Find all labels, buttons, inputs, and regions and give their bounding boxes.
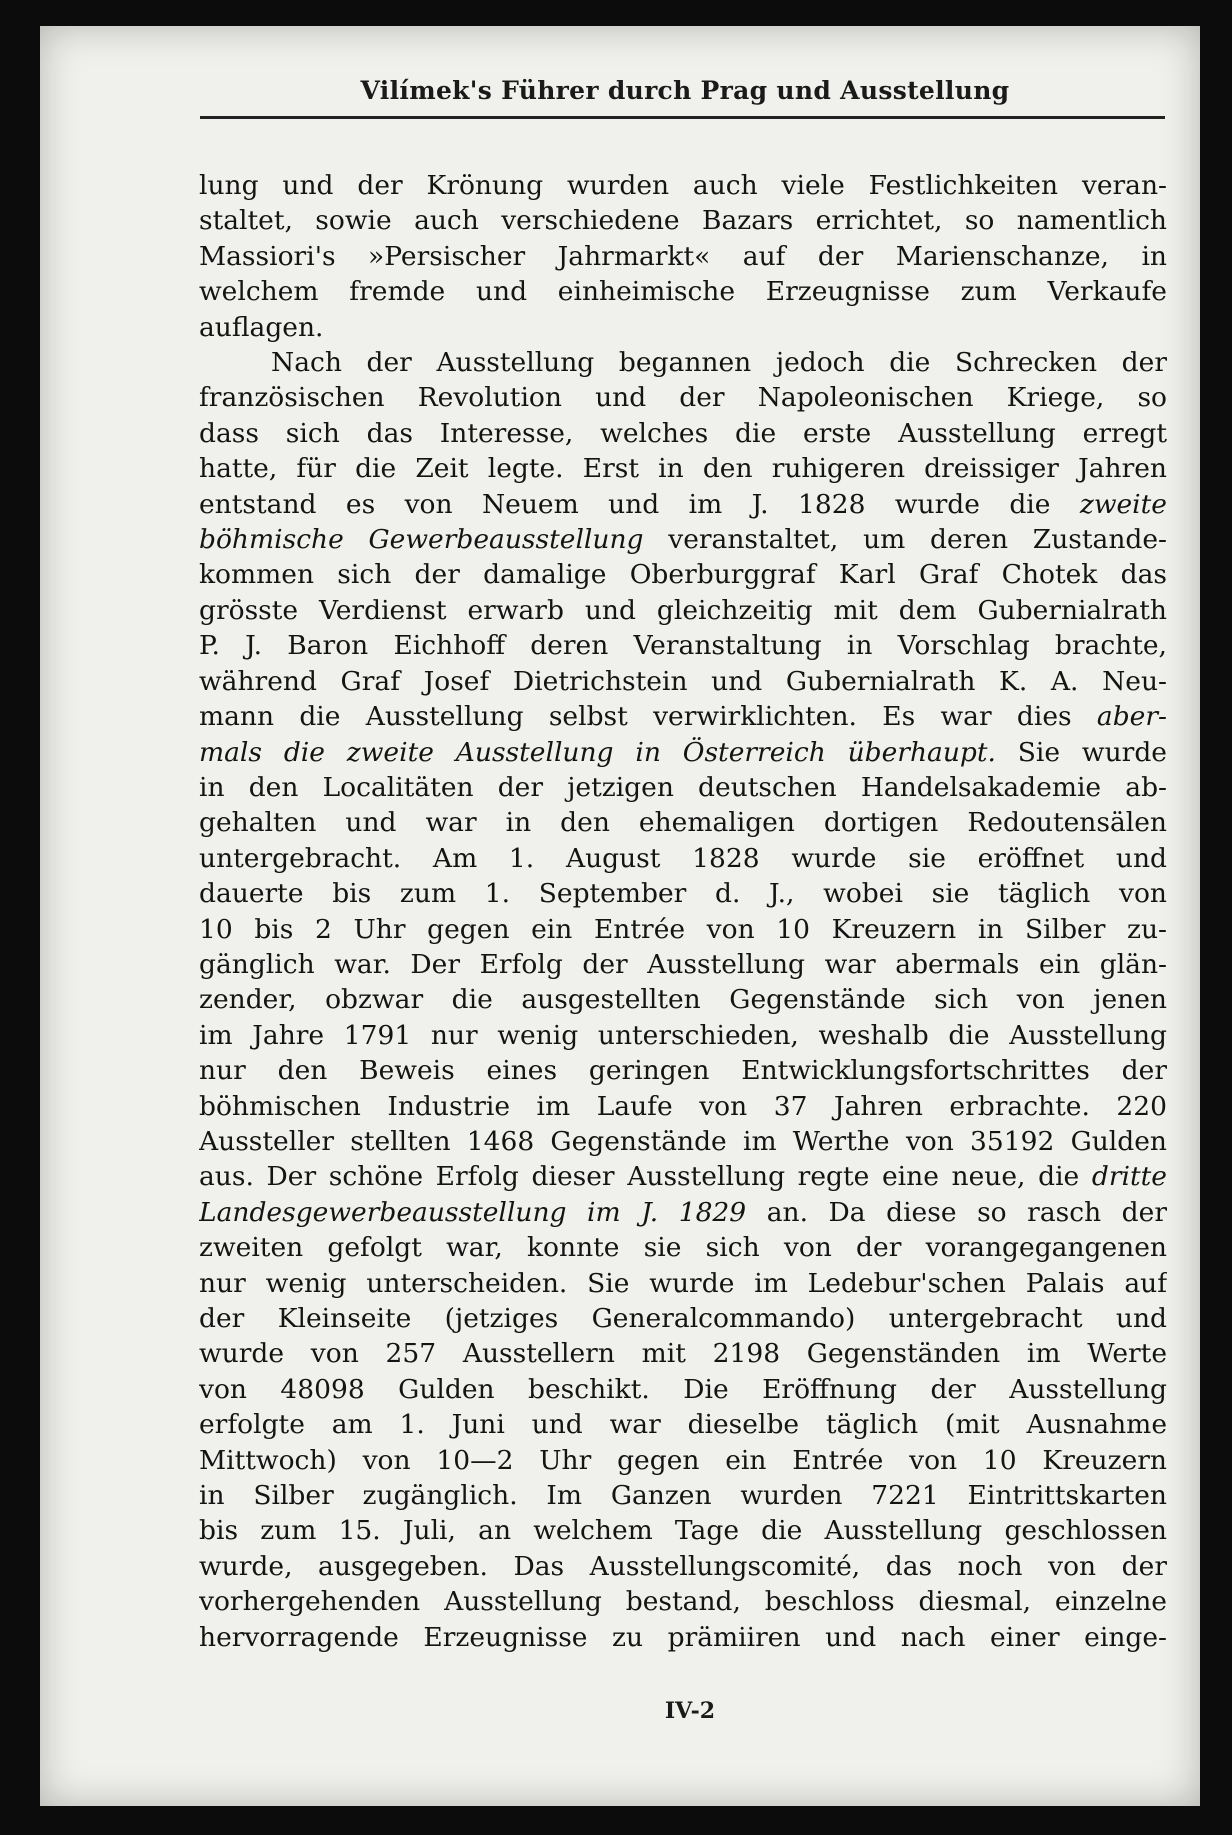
text-line: im Jahre 1791 nur wenig unterschieden, weshalb die Ausstellung — [199, 1019, 1167, 1051]
text-line: Mittwoch) von 10—2 Uhr gegen ein Entrée von 10 Kreuzern — [199, 1444, 1167, 1476]
text-line: grösste Verdienst erwarb und gleichzeitig mit dem Gubernialrath — [199, 594, 1167, 626]
header-rule — [200, 116, 1165, 119]
text-line: mann die Ausstellung selbst verwirklichten. Es war dies aber- — [199, 701, 1167, 733]
text-line: aus. Der schöne Erfolg dieser Ausstellung regte eine neue, die dritte — [199, 1161, 1167, 1193]
text-line: Aussteller stellten 1468 Gegenstände im Werthe von 35192 Gulden — [199, 1125, 1167, 1157]
text-line: lung und der Krönung wurden auch viele Festlichkeiten veran- — [199, 170, 1167, 201]
text-line: in Silber zugänglich. Im Ganzen wurden 7221 Eintrittskarten — [199, 1480, 1167, 1512]
text-line: hervorragende Erzeugnisse zu prämiiren und nach einer einge- — [199, 1621, 1167, 1653]
text-line: auflagen. — [199, 311, 324, 343]
text-line: gehalten und war in den ehemaligen dortigen Redoutensälen — [199, 807, 1167, 839]
text-line: der Kleinseite (jetziges Generalcommando) untergebracht und — [199, 1303, 1167, 1334]
book-page — [40, 26, 1200, 1806]
text-line: nur den Beweis eines geringen Entwicklungsfortschrittes der — [199, 1055, 1167, 1087]
text-line: wurde, ausgegeben. Das Ausstellungscomité, das noch von der — [199, 1550, 1167, 1582]
text-line: mals die zweite Ausstellung in Österreich überhaupt. Sie wurde — [199, 736, 1167, 768]
text-line: hatte, für die Zeit legte. Erst in den ruhigeren dreissiger Jahren — [199, 453, 1167, 485]
text-line: P. J. Baron Eichhoff deren Veranstaltung in Vorschlag brachte, — [199, 630, 1167, 662]
text-line: bis zum 15. Juli, an welchem Tage die Ausstellung geschlossen — [199, 1515, 1167, 1547]
page-body-text — [199, 168, 1167, 1655]
text-line: wurde von 257 Ausstellern mit 2198 Gegenständen im Werte — [199, 1338, 1167, 1370]
text-line: in den Localitäten der jetzigen deutschen Handelsakademie ab- — [199, 771, 1167, 803]
text-line: französischen Revolution und der Napoleonischen Kriege, so — [199, 382, 1167, 414]
text-line: böhmischen Industrie im Laufe von 37 Jahren erbrachte. 220 — [199, 1090, 1167, 1122]
text-line: erfolgte am 1. Juni und war dieselbe täglich (mit Ausnahme — [199, 1409, 1167, 1441]
text-line: zweiten gefolgt war, konnte sie sich von der vorangegangenen — [199, 1232, 1167, 1264]
text-line: Massiori's »Persischer Jahrmarkt« auf der Marienschanze, in — [199, 240, 1167, 272]
text-line: 10 bis 2 Uhr gegen ein Entrée von 10 Kreuzern in Silber zu- — [199, 913, 1167, 945]
running-header: Vilímek's Führer durch Prag und Ausstellung — [360, 76, 1010, 105]
text-line: entstand es von Neuem und im J. 1828 wurde die zweite — [199, 488, 1167, 520]
text-line: dass sich das Interesse, welches die erste Ausstellung erregt — [199, 417, 1167, 449]
text-line: Nach der Ausstellung begannen jedoch die Schrecken der — [271, 347, 1167, 379]
text-line: während Graf Josef Dietrichstein und Gubernialrath K. A. Neu- — [199, 665, 1167, 697]
text-line: zender, obzwar die ausgestellten Gegenstände sich von jenen — [199, 984, 1167, 1016]
text-line: Landesgewerbeausstellung im J. 1829 an. Da diese so rasch der — [199, 1196, 1167, 1228]
page-signature-mark: IV-2 — [664, 1698, 716, 1724]
text-line: nur wenig unterscheiden. Sie wurde im Ledebur'schen Palais auf — [199, 1267, 1167, 1299]
text-line: staltet, sowie auch verschiedene Bazars errichtet, so namentlich — [199, 205, 1167, 237]
text-line: untergebracht. Am 1. August 1828 wurde sie eröffnet und — [199, 842, 1167, 874]
text-line: welchem fremde und einheimische Erzeugnisse zum Verkaufe — [199, 276, 1167, 308]
text-line: von 48098 Gulden beschikt. Die Eröffnung der Ausstellung — [199, 1373, 1167, 1405]
text-line: vorhergehenden Ausstellung bestand, beschloss diesmal, einzelne — [199, 1586, 1167, 1618]
text-line: dauerte bis zum 1. September d. J., wobei sie täglich von — [199, 878, 1167, 910]
text-line: gänglich war. Der Erfolg der Ausstellung war abermals ein glän- — [199, 948, 1167, 980]
text-line: kommen sich der damalige Oberburggraf Karl Graf Chotek das — [199, 559, 1167, 591]
text-line: böhmische Gewerbeausstellung veranstaltet, um deren Zustande- — [199, 524, 1167, 556]
